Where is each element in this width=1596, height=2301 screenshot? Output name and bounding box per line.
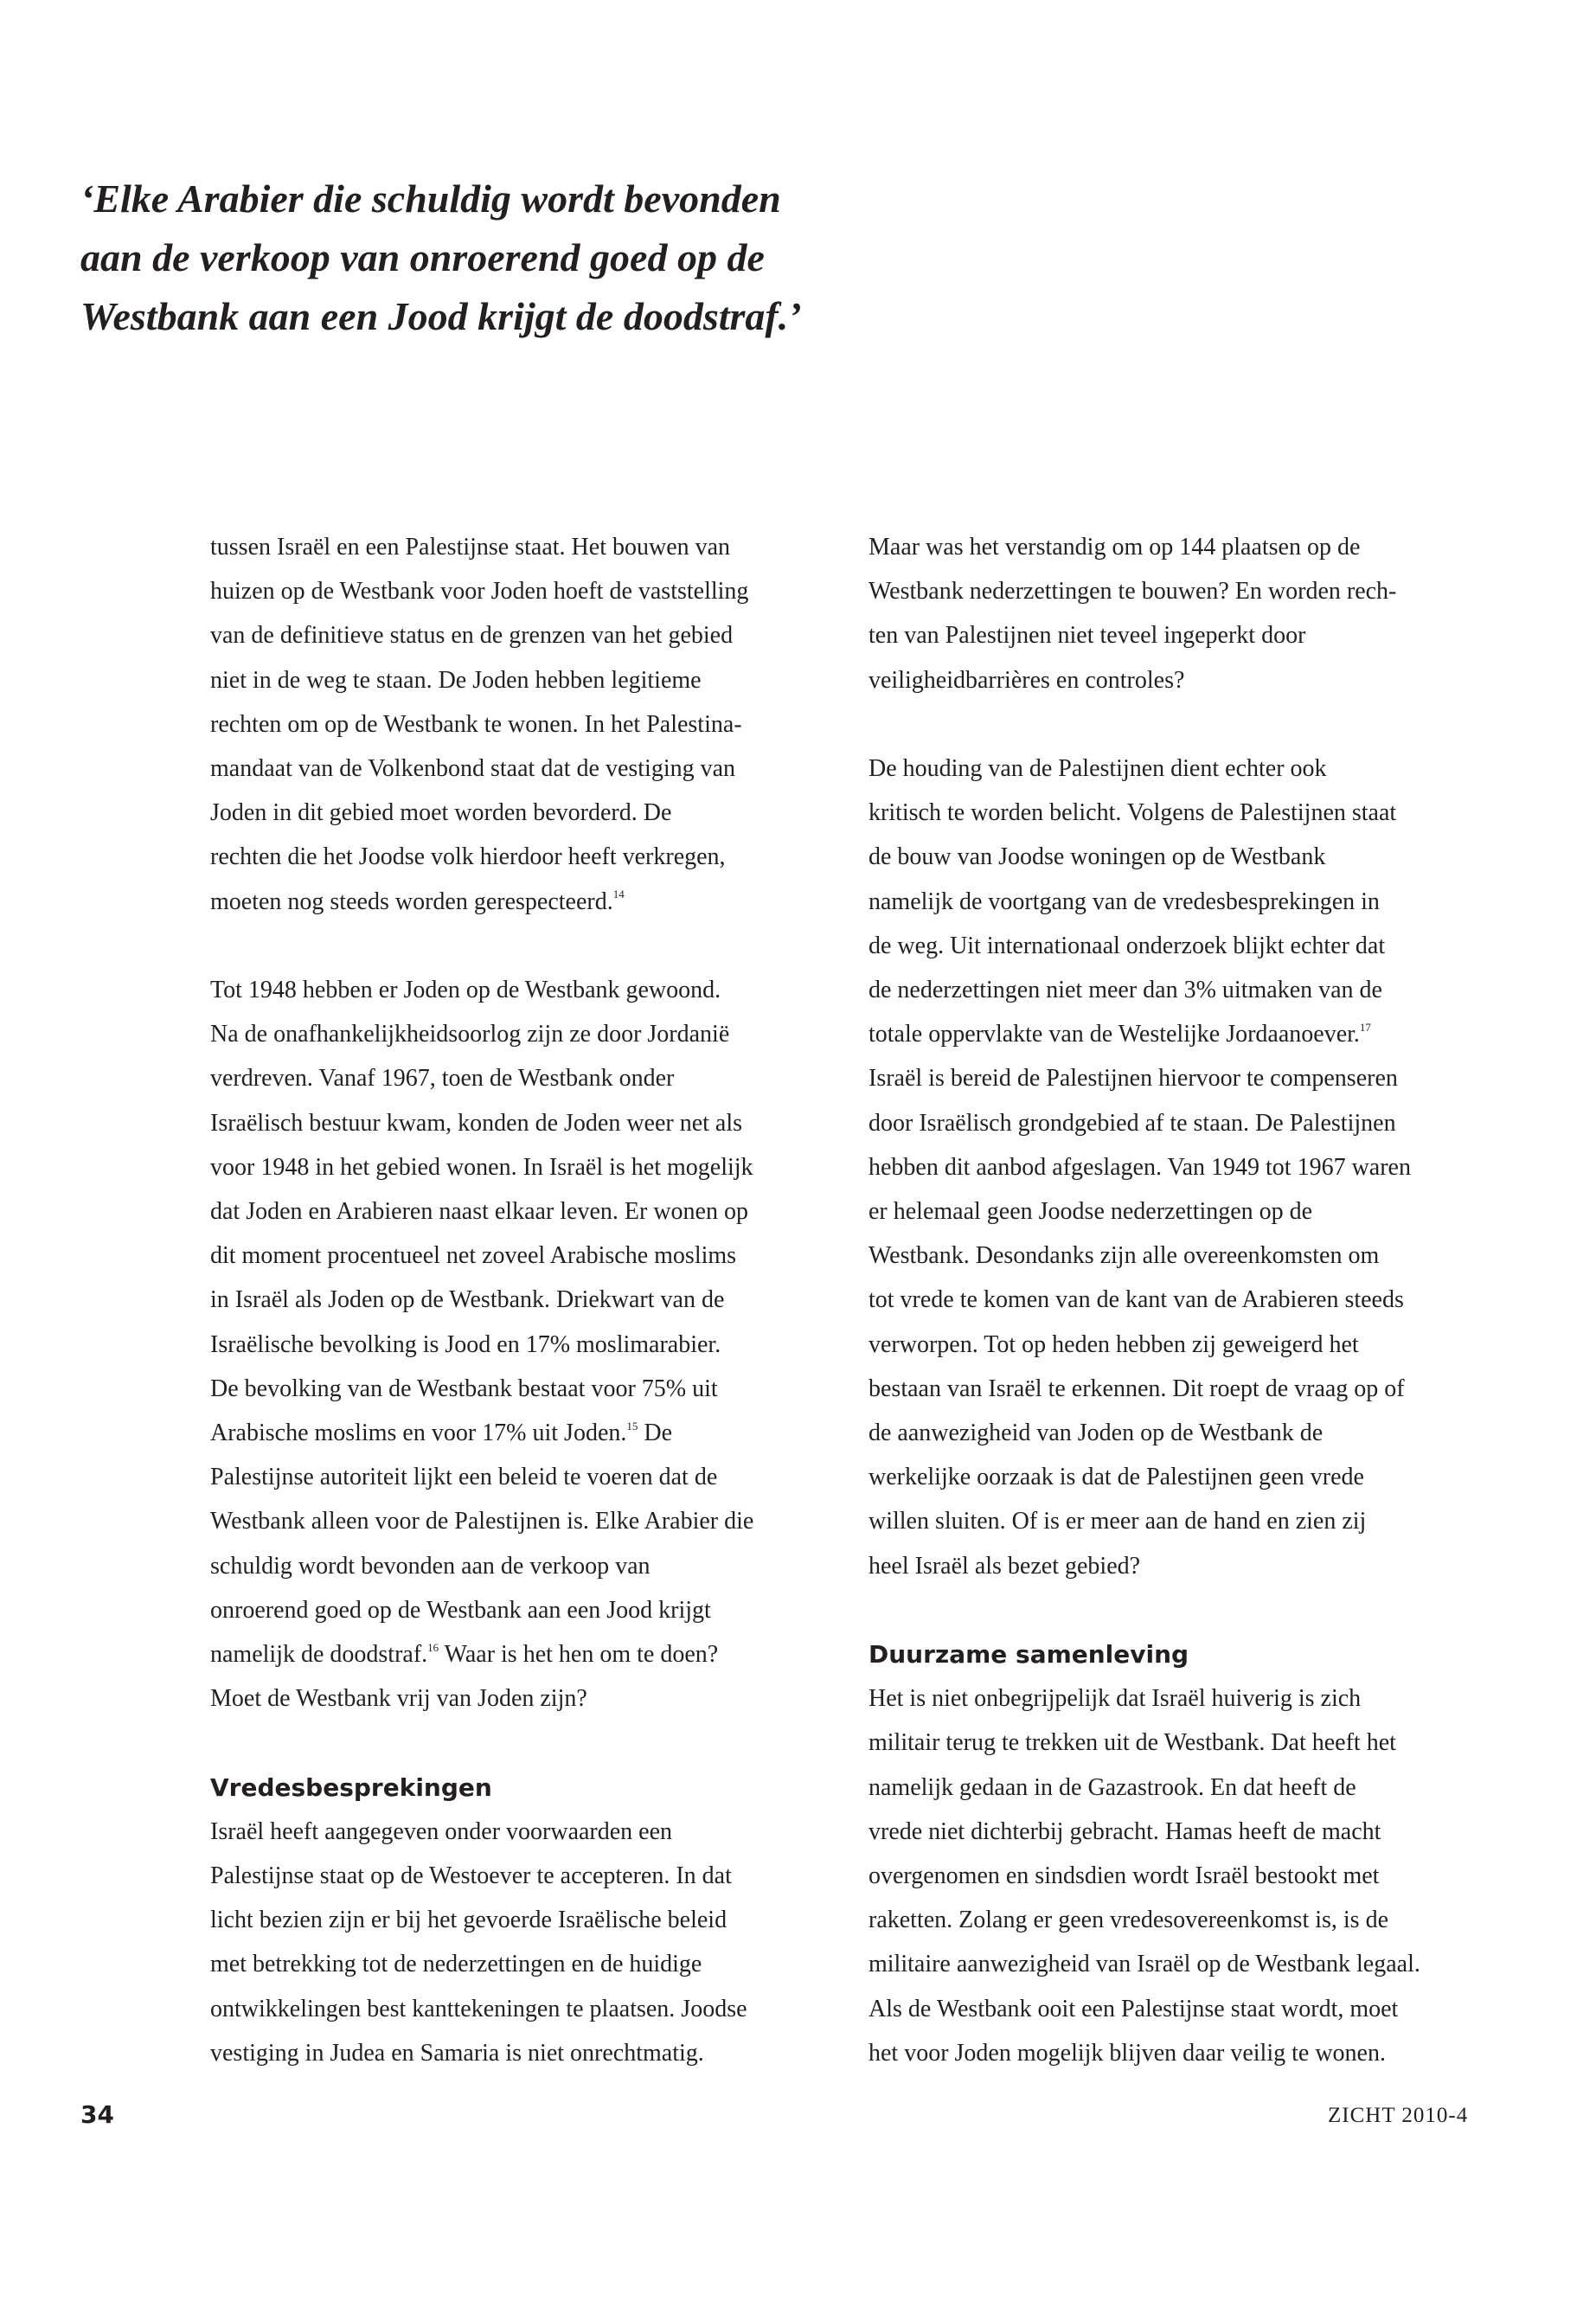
right-column	[869, 525, 1491, 2075]
text-line	[210, 880, 833, 924]
text-line: van de definitieve status en de grenzen van het gebied	[210, 622, 734, 650]
text-fragment: Arabische moslims en voor 17% uit Joden.	[210, 1420, 627, 1447]
text-line: schuldig wordt bevonden aan de verkoop van	[210, 1552, 651, 1580]
pull-quote-line: ‘Elke Arabier die schuldig wordt bevonden	[80, 176, 781, 221]
text-line: Israël heeft aangegeven onder voorwaarden een	[210, 1817, 673, 1845]
text-line: de aanwezigheid van Joden op de Westbank de	[869, 1420, 1324, 1447]
paragraph	[210, 1810, 833, 2075]
footnote-ref: 14	[612, 888, 625, 901]
text-line: De bevolking van de Westbank bestaat voor 75% uit	[210, 1375, 718, 1402]
text-line	[869, 1012, 1491, 1056]
text-line: namelijk gedaan in de Gazastrook. En dat heeft de	[869, 1773, 1356, 1801]
text-line: Maar was het verstandig om op 144 plaatsen op de	[869, 534, 1361, 561]
text-line: huizen op de Westbank voor Joden hoeft de vaststelling	[210, 578, 749, 606]
text-line: rechten die het Joodse volk hierdoor heeft verkregen,	[210, 843, 726, 871]
text-line: raketten. Zolang er geen vredesovereenkomst is, is de	[869, 1907, 1389, 1934]
text-line: werkelijke oorzaak is dat de Palestijnen geen vrede	[869, 1464, 1364, 1491]
text-line: Als de Westbank ooit een Palestijnse staat wordt, moet	[869, 1995, 1399, 2022]
text-line: onroerend goed op de Westbank aan een Jood krijgt	[210, 1596, 711, 1624]
text-line: de weg. Uit internationaal onderzoek blijkt echter dat	[869, 932, 1386, 959]
text-line: Westbank. Desondanks zijn alle overeenkomsten om	[869, 1242, 1380, 1270]
text-line: namelijk de voortgang van de vredesbesprekingen in	[869, 888, 1380, 915]
text-line: willen sluiten. Of is er meer aan de hand en zien zij	[869, 1508, 1367, 1535]
text-line: tussen Israël en een Palestijnse staat. Het bouwen van	[210, 534, 731, 561]
text-line: de nederzettingen niet meer dan 3% uitmaken van de	[869, 977, 1382, 1004]
text-line: bestaan van Israël te erkennen. Dit roept de vraag op of	[869, 1375, 1405, 1402]
text-line	[210, 1632, 833, 1676]
text-line: in Israël als Joden op de Westbank. Driekwart van de	[210, 1286, 725, 1314]
text-fragment: totale oppervlakte van de Westelijke Jordaanoever.	[869, 1021, 1360, 1048]
text-line: Israël is bereid de Palestijnen hiervoor te compenseren	[869, 1065, 1398, 1093]
text-line: voor 1948 in het gebied wonen. In Israël is het mogelijk	[210, 1153, 753, 1181]
text-line: vrede niet dichterbij gebracht. Hamas heeft de macht	[869, 1817, 1381, 1845]
text-line: verdreven. Vanaf 1967, toen de Westbank onder	[210, 1065, 675, 1093]
text-line: door Israëlisch grondgebied af te staan. De Palestijnen	[869, 1109, 1396, 1137]
text-line: Tot 1948 hebben er Joden op de Westbank gewoond.	[210, 977, 721, 1004]
paragraph-spacer	[210, 924, 833, 968]
text-line: Het is niet onbegrijpelijk dat Israël huiverig is zich	[869, 1685, 1362, 1713]
magazine-issue: ZICHT 2010-4	[1328, 2104, 1469, 2127]
text-line: Palestijnse staat op de Westoever te accepteren. In dat	[210, 1862, 732, 1890]
text-line: niet in de weg te staan. De Joden hebben legitieme	[210, 666, 702, 694]
paragraph	[210, 968, 833, 1721]
text-line: verworpen. Tot op heden hebben zij geweigerd het	[869, 1330, 1359, 1358]
text-fragment: moeten nog steeds worden gerespecteerd.	[210, 888, 613, 915]
pull-quote-line: aan de verkoop van onroerend goed op de	[80, 235, 765, 279]
text-fragment: namelijk de doodstraf.	[210, 1641, 428, 1669]
paragraph-spacer	[869, 702, 1491, 747]
left-column	[210, 525, 833, 2075]
text-line: vestiging in Judea en Samaria is niet onrechtmatig.	[210, 2039, 704, 2067]
paragraph-spacer	[869, 1588, 1491, 1632]
text-line: ten van Palestijnen niet teveel ingeperkt door	[869, 622, 1306, 650]
text-line: ontwikkelingen best kanttekeningen te plaatsen. Joodse	[210, 1995, 747, 2022]
text-line: de bouw van Joodse woningen op de Westbank	[869, 843, 1326, 871]
text-line: Israëlische bevolking is Jood en 17% moslimarabier.	[210, 1330, 721, 1358]
text-line: tot vrede te komen van de kant van de Arabieren steeds	[869, 1286, 1404, 1314]
text-line: overgenomen en sindsdien wordt Israël bestookt met	[869, 1862, 1380, 1890]
text-line: De houding van de Palestijnen dient echter ook	[869, 755, 1327, 782]
text-line: er helemaal geen Joodse nederzettingen op de	[869, 1198, 1313, 1226]
text-line: militaire aanwezigheid van Israël op de Westbank legaal.	[869, 1951, 1420, 1978]
text-line: rechten om op de Westbank te wonen. In het Palestina-	[210, 710, 742, 738]
footnote-ref: 17	[1359, 1020, 1371, 1034]
text-line	[210, 1411, 833, 1455]
text-line: Israëlisch bestuur kwam, konden de Joden weer net als	[210, 1109, 743, 1137]
section-heading: Vredesbesprekingen	[210, 1772, 492, 1802]
paragraph	[210, 525, 833, 924]
text-line: Westbank nederzettingen te bouwen? En worden rech-	[869, 578, 1397, 606]
text-line: Joden in dit gebied moet worden bevorderd. De	[210, 799, 672, 827]
text-line: licht bezien zijn er bij het gevoerde Israëlische beleid	[210, 1907, 727, 1934]
text-line: dat Joden en Arabieren naast elkaar leven. Er wonen op	[210, 1198, 748, 1226]
footnote-ref: 15	[626, 1419, 638, 1433]
text-line: hebben dit aanbod afgeslagen. Van 1949 tot 1967 waren	[869, 1153, 1411, 1181]
text-line: heel Israël als bezet gebied?	[869, 1552, 1141, 1580]
text-line: kritisch te worden belicht. Volgens de Palestijnen staat	[869, 799, 1397, 827]
paragraph	[869, 747, 1491, 1588]
pull-quote-line: Westbank aan een Jood krijgt de doodstraf.’	[80, 294, 802, 338]
paragraph	[869, 1676, 1491, 2075]
text-line: Westbank alleen voor de Palestijnen is. Elke Arabier die	[210, 1508, 754, 1535]
pull-quote	[80, 170, 945, 346]
text-line: mandaat van de Volkenbond staat dat de vestiging van	[210, 755, 736, 783]
text-line: met betrekking tot de nederzettingen en de huidige	[210, 1951, 702, 1978]
paragraph-spacer	[210, 1721, 833, 1765]
text-line: Palestijnse autoriteit lijkt een beleid te voeren dat de	[210, 1464, 718, 1491]
text-line: het voor Joden mogelijk blijven daar veilig te wonen.	[869, 2039, 1386, 2067]
text-fragment: De	[638, 1420, 673, 1447]
text-line: Na de onafhankelijkheidsoorlog zijn ze door Jordanië	[210, 1021, 730, 1048]
text-line: Moet de Westbank vrij van Joden zijn?	[210, 1685, 587, 1713]
footnote-ref: 16	[427, 1640, 439, 1654]
page-number: 34	[80, 2100, 114, 2129]
text-line: dit moment procentueel net zoveel Arabische moslims	[210, 1242, 737, 1270]
section-heading: Duurzame samenleving	[869, 1640, 1189, 1670]
paragraph	[869, 525, 1491, 702]
text-line: veiligheidbarrières en controles?	[869, 666, 1185, 694]
text-fragment: Waar is het hen om te doen?	[439, 1641, 719, 1669]
text-line: militair terug te trekken uit de Westbank. Dat heeft het	[869, 1729, 1396, 1757]
